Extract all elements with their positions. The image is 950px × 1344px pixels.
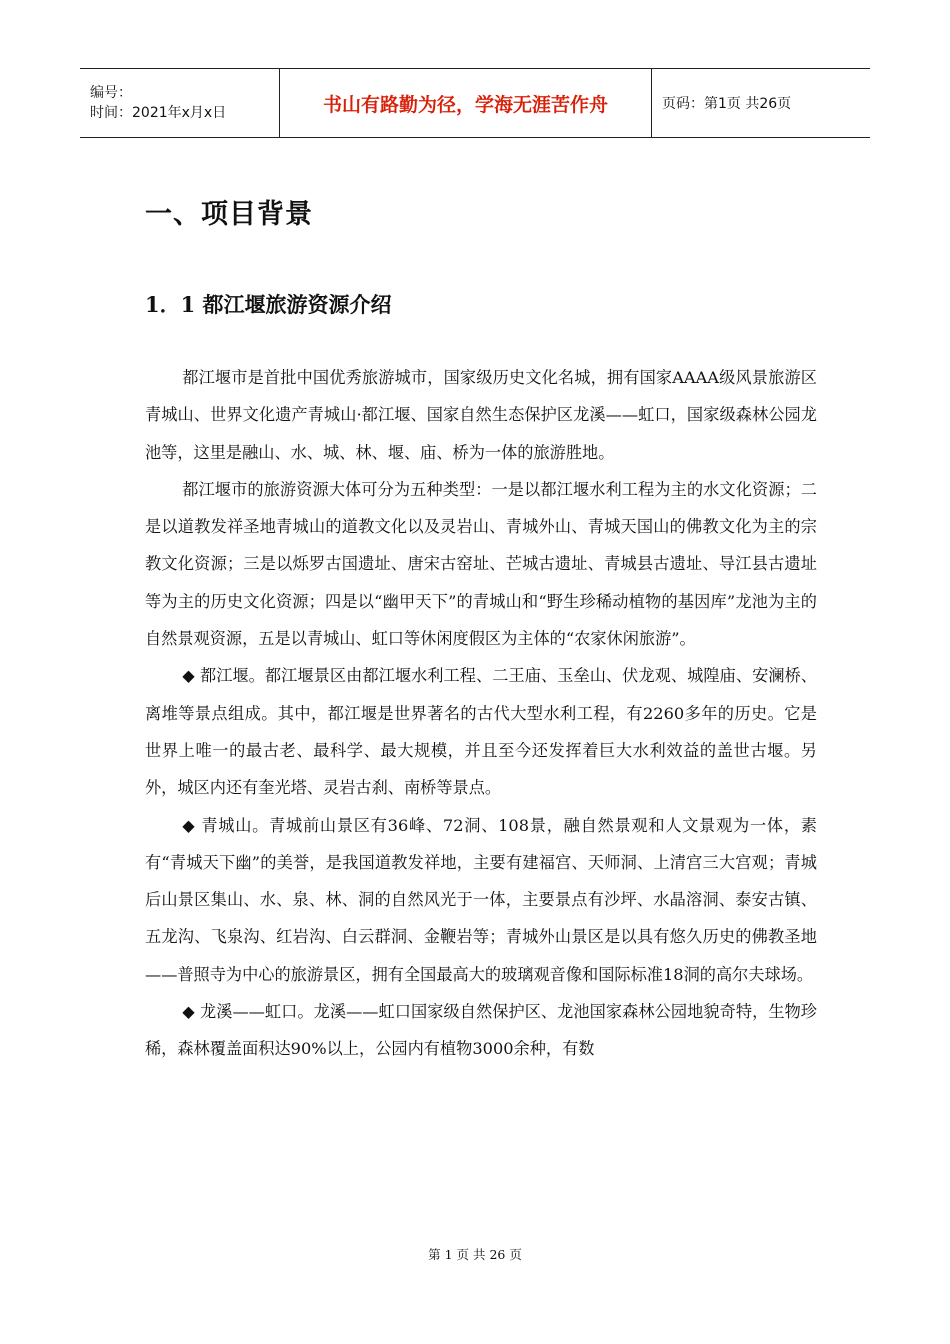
header-date-label: 时间：2021年x月x日 <box>90 105 227 121</box>
subsection-heading: 1．1 都江堰旅游资源介绍 <box>145 292 392 317</box>
paragraph-longxi-hongkou: ◆ 龙溪——虹口。龙溪——虹口国家级自然保护区、龙池国家森林公园地貌奇特，生物珍稀，森林覆盖面积达90%以上，公园内有植物3000余种，有数 <box>145 1002 817 1059</box>
paragraph-dujiangyan: ◆ 都江堰。都江堰景区由都江堰水利工程、二王庙、玉垒山、伏龙观、城隍庙、安澜桥、离堆等景点组成。其中，都江堰是世界著名的古代大型水利工程，有2260多年的历史。它是世界上唯一的最古老、最科学、最大规模，并且至今还发挥着巨大水利效益的盖世古堰。另外，城区内还有奎光塔、灵岩古刹、南桥等景点。 <box>145 666 817 798</box>
header-page-label: 页码：第1页 共26页 <box>662 96 792 112</box>
page-footer: 第 1 页 共 26 页 <box>428 1247 522 1262</box>
section-heading: 一、项目背景 <box>145 199 313 230</box>
page-header <box>80 68 870 138</box>
header-meta <box>80 69 280 137</box>
paragraph-resource-types: 都江堰市的旅游资源大体可分为五种类型：一是以都江堰水利工程为主的水文化资源；二是以道教发祥圣地青城山的道教文化以及灵岩山、青城外山、青城天国山的佛教文化为主的宗教文化资源；三是以烁罗古国遗址、唐宋古窑址、芒城古遗址、青城县古遗址、导江县古遗址等为主的历史文化资源；四是以“幽甲天下”的青城山和“野生珍稀动植物的基因库”龙池为主的自然景观资源，五是以青城山、虹口等休闲度假区为主体的“农家休闲旅游”。 <box>145 479 817 649</box>
paragraph-qingchengshan: ◆ 青城山。青城前山景区有36峰、72洞、108景，融自然景观和人文景观为一体，素有“青城天下幽”的美誉，是我国道教发祥地，主要有建福宫、天师洞、上清宫三大宫观；青城后山景区集山、水、泉、林、洞的自然风光于一体，主要景点有沙坪、水晶溶洞、泰安古镇、五龙沟、飞泉沟、红岩沟、白云群洞、金鞭岩等；青城外山景区是以具有悠久历史的佛教圣地——普照寺为中心的旅游景区，拥有全国最高大的玻璃观音像和国际标准18洞的高尔夫球场。 <box>145 815 817 984</box>
header-number-label: 编号： <box>90 85 132 101</box>
body-text <box>145 359 817 1068</box>
paragraph-intro: 都江堰市是首批中国优秀旅游城市，国家级历史文化名城，拥有国家AAAA级风景旅游区青城山、世界文化遗产青城山·都江堰、国家自然生态保护区龙溪——虹口，国家级森林公园龙池等，这里是融山、水、城、林、堰、庙、桥为一体的旅游胜地。 <box>145 368 817 462</box>
header-motto: 书山有路勤为径，学海无涯苦作舟 <box>280 69 652 137</box>
